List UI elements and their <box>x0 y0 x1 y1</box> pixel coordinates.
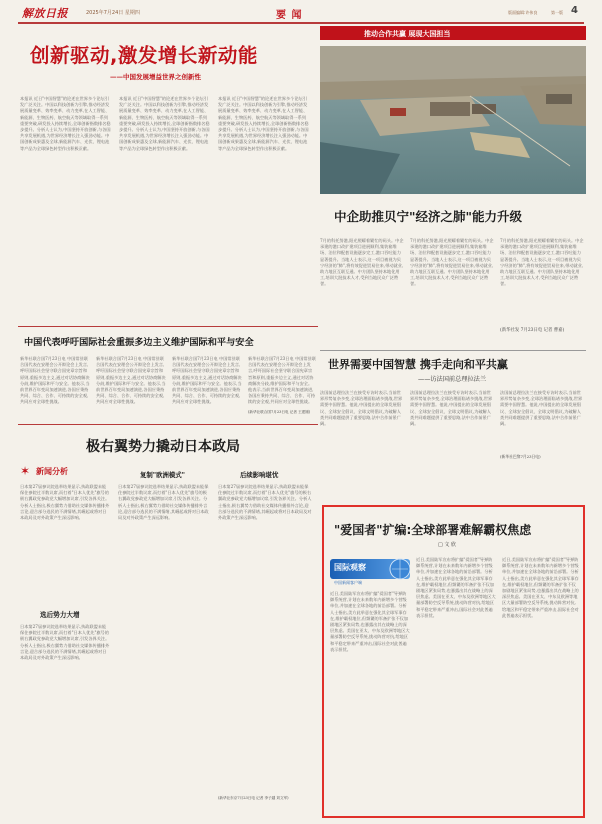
section-rule <box>18 326 318 327</box>
issue-date: 2025年7月24日 星期四 <box>86 10 140 16</box>
lead-subhead: ——中国发展增益世界之创新性 <box>110 73 201 81</box>
wisdom-caption: (新华社巴黎7月23日电) <box>500 454 541 459</box>
masthead <box>0 0 602 24</box>
japan-body-col1a: 日本第27届参议院选举结果显示,执政联盟未能保住参院过半数议席,而打着"日本人优先"旗号的极右翼政党参政党大幅增加议席,引发各界关注。分析人士指出,极右翼势力借助社交媒体传播排外言论,迎合部分选民的不满情绪,其崛起或将对日本政局及对外政策产生深远影响。 <box>20 484 110 521</box>
masthead-rule <box>18 22 584 24</box>
japan-story <box>18 424 318 816</box>
lead-body-col3: 本报讯 近日"中国智慧"的论述在世界多个论坛引发广泛关注。中国以科技创新为引擎,推动经济发展质量变革、效率变革、动力变革,在人工智能、新能源、生物医药、航空航天等领域取得一系列重要突破,研发投入持续增长,全球创新指数排名稳步提升。分析人士认为,中国坚持开放创新,与各国共享发展机遇,为世界经济增长注入强劲动能。中国创新成果惠及全球,新能源汽车、光伏、锂电池等产品为全球绿色转型作出积极贡献。 <box>218 96 309 151</box>
feature-body-col1: 7月的科托努港,阳光照耀着繁忙的码头。中企承建的港口改扩建项目进展顺利,集装箱堆场、泊位和配套设施逐步完工,港口吞吐能力显著提升。当地人士表示,这一项目被视为贝宁经济的"肺",将有效促进贸易往来,带动就业,助力地区互联互通。中方团队坚持本地化用工,培训大批技术人才,受到当地民众广泛赞誉。 <box>320 238 404 287</box>
badge-label-cn: 国际观察 <box>334 563 366 572</box>
japan-col3-title: 后续影响堪忧 <box>240 471 279 479</box>
feature-body-col2: 7月的科托努港,阳光照耀着繁忙的码头。中企承建的港口改扩建项目进展顺利,集装箱堆场、泊位和配套设施逐步完工,港口吞吐能力显著提升。当地人士表示,这一项目被视为贝宁经济的"肺",将有效促进贸易往来,带动就业,助力地区互联互通。中方团队坚持本地化用工,培训大批技术人才,受到当地民众广泛赞誉。 <box>410 238 494 287</box>
section-rule <box>18 424 318 425</box>
wisdom-headline: 世界需要中国智慧 携手走向和平共赢 <box>328 358 508 371</box>
feature-body-col3: 7月的科托努港,阳光照耀着繁忙的码头。中企承建的港口改扩建项目进展顺利,集装箱堆场、泊位和配套设施逐步完工,港口吞吐能力显著提升。当地人士表示,这一项目被视为贝宁经济的"肺",将有效促进贸易往来,带动就业,助力地区互联互通。中方团队坚持本地化用工,培训大批技术人才,受到当地民众广泛赞誉。 <box>500 238 584 287</box>
patriot-body-col1: 近日,美国陆军宣布将扩编"爱国者"导弹防御系统营,计划在未来数年内新增多个营级单位,并加速在全球各地的前沿部署。分析人士指出,美方此举意在强化其全球军事存在,维护霸权地位,但频繁的军备扩张不仅加剧地区紧张局势,也暴露出其在战略上的深层焦虑。美国在亚太、中东及欧洲等地区大量部署防空反导系统,挑动阵营对抗,给地区和平稳定带来严重冲击,国际社会对此普遍表示担忧。 <box>330 591 410 652</box>
multilateral-headline: 中国代表呼吁国际社会重振多边主义维护国际和平与安全 <box>24 337 254 348</box>
multilateral-body-col3: 新华社联合国7月23日电 中国常驻联合国代表在安理会公开辩论会上发言,呼吁国际社会坚守联合国宪章宗旨和原则,重振多边主义,通过对话协商解决分歧,维护国际和平与安全。他表示,当前世界百年变局加速演进,各国应秉持共同、综合、合作、可持续的安全观,共同应对全球性挑战。 <box>172 356 242 405</box>
multilateral-body-col1: 新华社联合国7月23日电 中国常驻联合国代表在安理会公开辩论会上发言,呼吁国际社会坚守联合国宪章宗旨和原则,重振多边主义,通过对话协商解决分歧,维护国际和平与安全。他表示,当前世界百年变局加速演进,各国应秉持共同、综合、合作、可持续的安全观,共同应对全球性挑战。 <box>20 356 90 405</box>
japan-body-col2: 日本第27届参议院选举结果显示,执政联盟未能保住参院过半数议席,而打着"日本人优先"旗号的极右翼政党参政党大幅增加议席,引发各界关注。分析人士指出,极右翼势力借助社交媒体传播排外言论,迎合部分选民的不满情绪,其崛起或将对日本政局及对外政策产生深远影响。 <box>118 484 209 521</box>
badge-label-en: 中国新闻客户端 <box>334 580 362 585</box>
japan-caption: (新华社东京7月23日电 记者 李子越 刘文军) <box>218 796 289 800</box>
wisdom-body-col2: 法国前总理拉法兰在接受专访时表示,当前世界形势复杂多变,全球治理面临诸多挑战,世界需要中国智慧。他说,中国提出的全球发展倡议、全球安全倡议、全球文明倡议,为破解人类共同难题提供了重要思路,法中合作前景广阔。 <box>410 390 493 427</box>
section-divider <box>320 350 586 351</box>
feature-story <box>320 26 586 348</box>
news-analysis-tag <box>20 464 112 480</box>
page-number: 4 <box>571 5 578 16</box>
newspaper-logo: 解放日报 <box>22 7 68 20</box>
international-observation-badge <box>330 553 410 587</box>
lead-story <box>18 26 318 326</box>
star-icon: ✶ <box>20 464 31 478</box>
wisdom-story <box>320 350 586 468</box>
feature-banner-text: 推动合作共赢 展现大国担当 <box>364 29 451 38</box>
wisdom-body-col3: 法国前总理拉法兰在接受专访时表示,当前世界形势复杂多变,全球治理面临诸多挑战,世界需要中国智慧。他说,中国提出的全球发展倡议、全球安全倡议、全球文明倡议,为破解人类共同难题提供了重要思路,法中合作前景广阔。 <box>500 390 583 427</box>
japan-col2-title: 复制"欧洲模式" <box>140 471 186 479</box>
japan-body-col1b: 日本第27届参议院选举结果显示,执政联盟未能保住参院过半数议席,而打着"日本人优先"旗号的极右翼政党参政党大幅增加议席,引发各界关注。分析人士指出,极右翼势力借助社交媒体传播排外言论,迎合部分选民的不满情绪,其崛起或将对日本政局及对外政策产生深远影响。 <box>20 624 110 661</box>
page-editor: 版面编辑:许伟良 <box>508 10 538 15</box>
japan-headline: 极右翼势力撬动日本政局 <box>86 439 240 455</box>
japan-subtitle-1: 选后势力大增 <box>40 611 80 619</box>
port-aerial-photo <box>320 46 586 194</box>
page-label: 第一版 <box>551 10 563 15</box>
patriot-story-box <box>322 505 585 818</box>
feature-banner <box>320 26 586 40</box>
section-title: 要 闻 <box>276 10 303 21</box>
japan-body-col3: 日本第27届参议院选举结果显示,执政联盟未能保住参院过半数议席,而打着"日本人优先"旗号的极右翼政党参政党大幅增加议席,引发各界关注。分析人士指出,极右翼势力借助社交媒体传播排外言论,迎合部分选民的不满情绪,其崛起或将对日本政局及对外政策产生深远影响。 <box>218 484 312 521</box>
feature-headline: 中企助推贝宁"经济之肺"能力升级 <box>334 209 523 224</box>
wisdom-subhead: ——访法国前总理拉法兰 <box>418 376 487 383</box>
lead-body-col1: 本报讯 近日"中国智慧"的论述在世界多个论坛引发广泛关注。中国以科技创新为引擎,推动经济发展质量变革、效率变革、动力变革,在人工智能、新能源、生物医药、航空航天等领域取得一系列重要突破,研发投入持续增长,全球创新指数排名稳步提升。分析人士认为,中国坚持开放创新,与各国共享发展机遇,为世界经济增长注入强劲动能。中国创新成果惠及全球,新能源汽车、光伏、锂电池等产品为全球绿色转型作出积极贡献。 <box>20 96 111 151</box>
multilateral-body-col4: 新华社联合国7月23日电 中国常驻联合国代表在安理会公开辩论会上发言,呼吁国际社会坚守联合国宪章宗旨和原则,重振多边主义,通过对话协商解决分歧,维护国际和平与安全。他表示,当前世界百年变局加速演进,各国应秉持共同、综合、合作、可持续的安全观,共同应对全球性挑战。 <box>248 356 316 405</box>
patriot-byline: □ 文 欣 <box>438 542 456 548</box>
multilateral-story <box>18 326 318 422</box>
patriot-body-col3: 近日,美国陆军宣布将扩编"爱国者"导弹防御系统营,计划在未来数年内新增多个营级单位,并加速在全球各地的前沿部署。分析人士指出,美方此举意在强化其全球军事存在,维护霸权地位,但频繁的军备扩张不仅加剧地区紧张局势,也暴露出其在战略上的深层焦虑。美国在亚太、中东及欧洲等地区大量部署防空反导系统,挑动阵营对抗,给地区和平稳定带来严重冲击,国际社会对此普遍表示担忧。 <box>502 557 579 618</box>
feature-photo-caption: (新华社发 7月23日电 记者 曹嘉) <box>500 328 565 333</box>
patriot-body-col2: 近日,美国陆军宣布将扩编"爱国者"导弹防御系统营,计划在未来数年内新增多个营级单位,并加速在全球各地的前沿部署。分析人士指出,美方此举意在强化其全球军事存在,维护霸权地位,但频繁的军备扩张不仅加剧地区紧张局势,也暴露出其在战略上的深层焦虑。美国在亚太、中东及欧洲等地区大量部署防空反导系统,挑动阵营对抗,给地区和平稳定带来严重冲击,国际社会对此普遍表示担忧。 <box>416 557 496 618</box>
wisdom-body-col1: 法国前总理拉法兰在接受专访时表示,当前世界形势复杂多变,全球治理面临诸多挑战,世界需要中国智慧。他说,中国提出的全球发展倡议、全球安全倡议、全球文明倡议,为破解人类共同难题提供了重要思路,法中合作前景广阔。 <box>320 390 403 427</box>
lead-body-col2: 本报讯 近日"中国智慧"的论述在世界多个论坛引发广泛关注。中国以科技创新为引擎,推动经济发展质量变革、效率变革、动力变革,在人工智能、新能源、生物医药、航空航天等领域取得一系列重要突破,研发投入持续增长,全球创新指数排名稳步提升。分析人士认为,中国坚持开放创新,与各国共享发展机遇,为世界经济增长注入强劲动能。中国创新成果惠及全球,新能源汽车、光伏、锂电池等产品为全球绿色转型作出积极贡献。 <box>119 96 210 151</box>
news-analysis-label: 新闻分析 <box>36 466 68 476</box>
multilateral-caption: (新华社联合国7月23日电 记者 王建刚) <box>248 410 311 414</box>
patriot-headline: "爱国者"扩编:全球部署难解霸权焦虑 <box>334 523 532 537</box>
multilateral-body-col2: 新华社联合国7月23日电 中国常驻联合国代表在安理会公开辩论会上发言,呼吁国际社会坚守联合国宪章宗旨和原则,重振多边主义,通过对话协商解决分歧,维护国际和平与安全。他表示,当前世界百年变局加速演进,各国应秉持共同、综合、合作、可持续的安全观,共同应对全球性挑战。 <box>96 356 166 405</box>
lead-headline: 创新驱动,激发增长新动能 <box>30 44 258 67</box>
